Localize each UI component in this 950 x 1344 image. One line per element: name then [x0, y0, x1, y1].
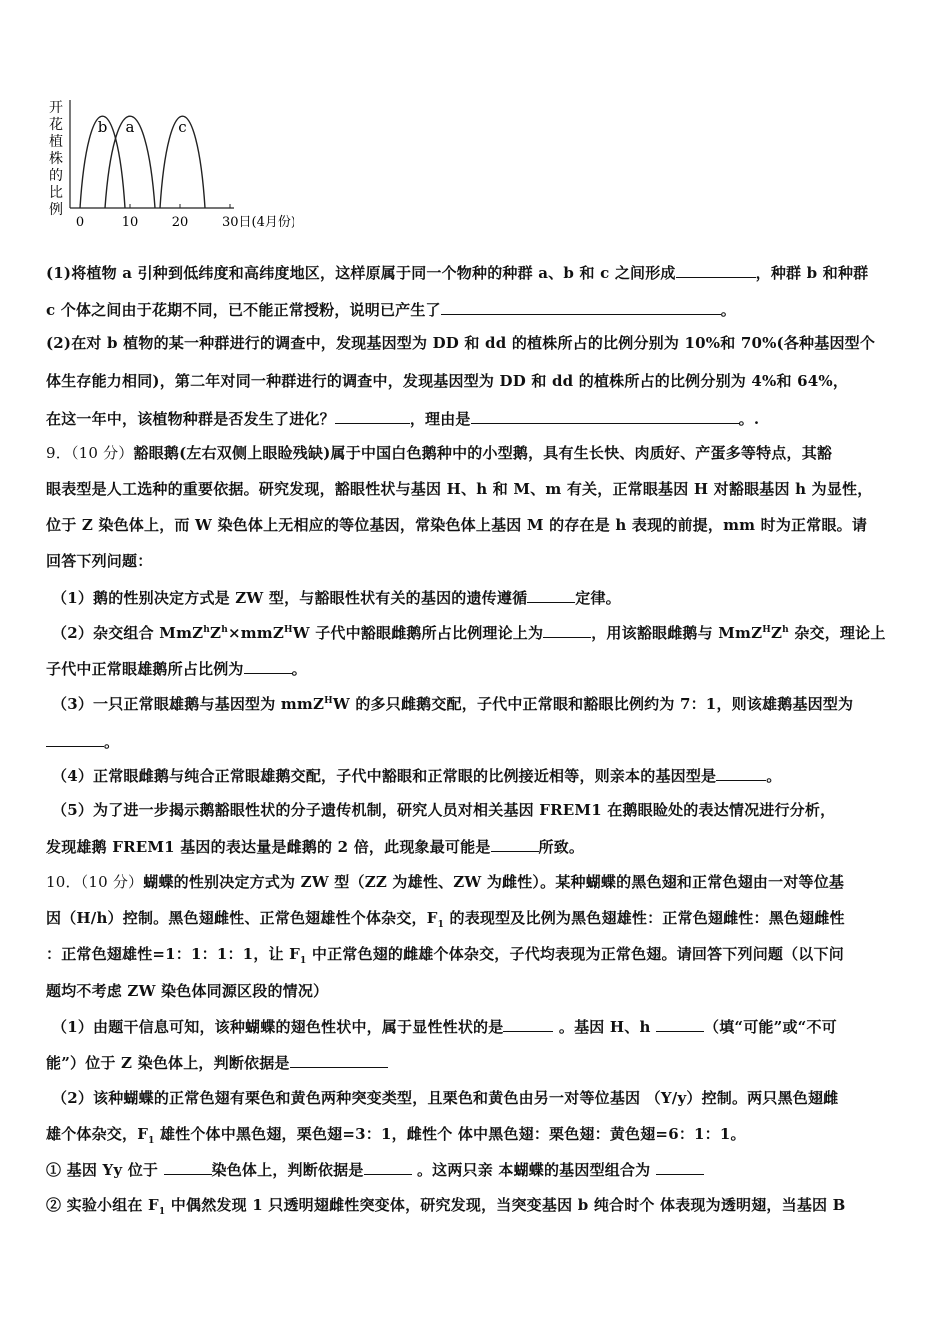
- superscript: H: [762, 625, 771, 635]
- flowering-chart: [44, 96, 294, 236]
- x-tick-label: 20: [171, 215, 189, 230]
- q10-sub-1: [52, 1016, 914, 1037]
- q9-sub-2-line-2: [46, 658, 908, 679]
- q10-s1-text: 。基因 H、h: [553, 1018, 656, 1036]
- q9-sub-5: （5）为了进一步揭示鹅豁眼性状的分子遗传机制，研究人员对相关基因 FREM1 在鹅眼睑处的表达情况进行分析，: [52, 801, 836, 819]
- y-label-char: 的: [49, 168, 63, 184]
- q9-s3-text: （3）一只正常眼雄鹅与基因型为 mmZ: [52, 695, 325, 713]
- q10-c1-text: 染色体上，判断依据是: [211, 1161, 364, 1179]
- q9-line-3: 位于 Z 染色体上，而 W 染色体上无相应的等位基因，常染色体上基因 M 的存在是 h 表现的前提，mm 时为正常眼。请: [46, 516, 868, 534]
- q8-text-1b: ，种群 b 和种群: [755, 264, 869, 282]
- answer-blank[interactable]: [527, 587, 575, 603]
- subscript: 1: [148, 1136, 155, 1146]
- q8-text-5a: 在这一年中，该植物种群是否发生了进化？: [46, 410, 335, 428]
- q10-s1-text: （填“可能”或“不可: [704, 1018, 837, 1036]
- q9-s1-text-b: 定律。: [575, 589, 621, 607]
- q8-text-5b: ，理由是: [409, 410, 471, 428]
- q10-item-1: [46, 1159, 908, 1180]
- q8-line-1: [46, 262, 908, 283]
- subscript: 1: [300, 956, 307, 966]
- q9-s4-text: 。: [766, 767, 782, 785]
- q9-sub-2: [52, 622, 914, 643]
- q8-line-4: 体生存能力相同)，第二年对同一种群进行的调查中，发现基因型为 DD 和 dd 的植株所占的比例分别为 4%和 64%，: [46, 372, 849, 390]
- q10-text-1: 蝴蝶的性别决定方式为 ZW 型（ZZ 为雄性、ZW 为雌性）。某种蝴蝶的黑色翅和正常色翅由一对等位基: [143, 873, 845, 891]
- answer-blank[interactable]: [656, 1159, 704, 1175]
- q9-s2-text: ，用该豁眼雌鹅与 MmZ: [591, 624, 763, 642]
- curve-label-c: c: [178, 118, 187, 136]
- q10-s1-text: （1）由题干信息可知，该种蝴蝶的翅色性状中，属于显性性状的是: [52, 1018, 504, 1036]
- answer-blank[interactable]: [335, 408, 410, 424]
- q10-line-1: [46, 872, 908, 892]
- answer-blank[interactable]: [164, 1159, 212, 1175]
- q8-text-2b: 。: [720, 301, 736, 319]
- q9-line-4: 回答下列问题：: [46, 552, 153, 570]
- q10-c2-text: ② 实验小组在 F: [46, 1196, 159, 1214]
- q9-s3-text: W 的多只雌鹅交配，子代中正常眼和豁眼比例约为 7：1，则该雄鹅基因型为: [332, 695, 854, 713]
- q9-text-1: 豁眼鹅(左右双侧上眼睑残缺)属于中国白色鹅种中的小型鹅，具有生长快、肉质好、产蛋多等特点，其豁: [133, 444, 833, 462]
- q9-s1-text-a: （1）鹅的性别决定方式是 ZW 型，与豁眼性状有关的基因的遗传遵循: [52, 589, 528, 607]
- curve-label-b: b: [97, 118, 108, 136]
- answer-blank[interactable]: [471, 408, 739, 424]
- y-axis-label: [49, 100, 63, 218]
- q9-s3-text: 。: [104, 733, 120, 751]
- answer-blank[interactable]: [441, 299, 721, 315]
- q8-line-2: [46, 299, 908, 320]
- q8-text-1a: (1)将植物 a 引种到低纬度和高纬度地区，这样原属于同一个物种的种群 a、b 和 c 之间形成: [46, 264, 676, 282]
- y-label-char: 例: [49, 202, 63, 218]
- q8-text-2a: c 个体之间由于花期不同，已不能正常授粉，说明已产生了: [46, 301, 441, 319]
- q9-s2-text: 杂交，理论上: [788, 624, 886, 642]
- q9-sub-4: [52, 765, 914, 786]
- x-tick-label: 30日(4月份): [222, 215, 294, 230]
- q9-s2-text: Z: [771, 624, 783, 642]
- q9-s2-text: ×mmZ: [227, 624, 285, 642]
- q10-c1-text: 。这两只亲 本蝴蝶的基因型组合为: [411, 1161, 656, 1179]
- q9-s2-text: （2）杂交组合 MmZ: [52, 624, 204, 642]
- q9-sub-5-line-2: [46, 836, 908, 857]
- answer-blank[interactable]: [543, 622, 591, 638]
- q8-line-5: [46, 408, 908, 429]
- q9-s2-text: 子代中正常眼雄鹅所占比例为: [46, 660, 244, 678]
- superscript: h: [203, 625, 211, 635]
- q8-line-3: (2)在对 b 植物的某一种群进行的调查中，发现基因型为 DD 和 dd 的植株所占的比例分别为 10%和 70%(各种基因型个: [46, 334, 876, 352]
- subscript: 1: [437, 920, 445, 930]
- y-label-char: 植: [49, 134, 63, 150]
- answer-blank[interactable]: [46, 731, 104, 747]
- y-label-char: 开: [49, 100, 63, 116]
- q10-item-2: [46, 1195, 908, 1215]
- q10-s1-text: 能”）位于 Z 染色体上，判断依据是: [46, 1054, 290, 1072]
- q9-s2-text: W 子代中豁眼雌鹅所占比例理论上为: [292, 624, 544, 642]
- q10-line-4: 题均不考虑 ZW 染色体同源区段的情况）: [46, 982, 329, 1000]
- q10-text: 因（H/h）控制。黑色翅雌性、正常色翅雄性个体杂交，F: [46, 909, 438, 927]
- q9-line-2: 眼表型是人工选种的重要依据。研究发现，豁眼性状与基因 H、h 和 M、m 有关，正常眼基因 H 对豁眼基因 h 为显性，: [46, 480, 873, 498]
- flowering-chart-svg: [44, 96, 294, 236]
- q9-s4-text: （4）正常眼雌鹅与纯合正常眼雄鹅交配，子代中豁眼和正常眼的比例接近相等，则亲本的基因型是: [52, 767, 717, 785]
- q9-sub-1: [52, 587, 914, 608]
- superscript: H: [324, 696, 333, 706]
- question-number: 10．（10 分）: [46, 873, 144, 891]
- answer-blank[interactable]: [676, 262, 756, 278]
- answer-blank[interactable]: [716, 765, 766, 781]
- q10-text: 中正常色翅的雌雄个体杂交，子代均表现为正常色翅。请回答下列问题（以下问: [306, 945, 844, 963]
- q9-sub-3-line-2: [46, 731, 908, 752]
- y-label-char: 花: [49, 117, 63, 133]
- q10-line-3: [46, 944, 908, 964]
- q10-sub-2-line-2: [46, 1124, 908, 1144]
- q9-line-1: [46, 443, 908, 463]
- q10-text: 的表现型及比例为黑色翅雄性：正常色翅雌性：黑色翅雌性: [444, 909, 845, 927]
- superscript: h: [782, 625, 789, 635]
- q10-c2-text: 中偶然发现 1 只透明翅雌性突变体，研究发现，当突变基因 b 纯合时个 体表现为透明翅，当基因 B: [165, 1196, 846, 1214]
- superscript: h: [221, 625, 228, 635]
- q9-s2-text: 。: [291, 660, 307, 678]
- y-label-char: 比: [49, 185, 63, 201]
- superscript: H: [284, 625, 293, 635]
- answer-blank[interactable]: [656, 1016, 704, 1032]
- question-number: 9．（10 分）: [46, 444, 134, 462]
- q10-c1-text: ① 基因 Yy 位于: [46, 1161, 164, 1179]
- x-tick-label: 10: [121, 215, 139, 230]
- q10-s2-text: 雄性个体中黑色翅，栗色翅=3：1，雌性个 体中黑色翅：栗色翅：黄色翅=6：1：1。: [154, 1125, 746, 1143]
- q9-s5-text: 所致。: [538, 838, 585, 856]
- curve-label-a: a: [125, 118, 135, 136]
- x-tick-label: 0: [75, 215, 85, 230]
- y-label-char: 株: [49, 151, 63, 167]
- q10-sub-2: （2）该种蝴蝶的正常色翅有栗色和黄色两种突变类型，且栗色和黄色由另一对等位基因 （Y/y）控制。两只黑色翅雌: [52, 1089, 839, 1107]
- q9-s5-text: 发现雄鹅 FREM1 基因的表达量是雌鹅的 2 倍，此现象最可能是: [46, 838, 491, 856]
- q10-s2-text: 雄个体杂交，F: [46, 1125, 149, 1143]
- answer-blank[interactable]: [364, 1159, 412, 1175]
- q9-sub-3: [52, 694, 914, 714]
- q10-text: ：正常色翅雄性=1：1：1：1，让 F: [46, 945, 300, 963]
- answer-blank[interactable]: [503, 1016, 553, 1032]
- subscript: 1: [158, 1207, 166, 1217]
- answer-blank[interactable]: [290, 1052, 388, 1068]
- answer-blank[interactable]: [491, 836, 539, 852]
- q10-sub-1-line-2: [46, 1052, 908, 1073]
- q8-text-5c: 。.: [738, 410, 760, 428]
- q9-s2-text: Z: [210, 624, 222, 642]
- q10-line-2: [46, 908, 908, 928]
- answer-blank[interactable]: [244, 658, 292, 674]
